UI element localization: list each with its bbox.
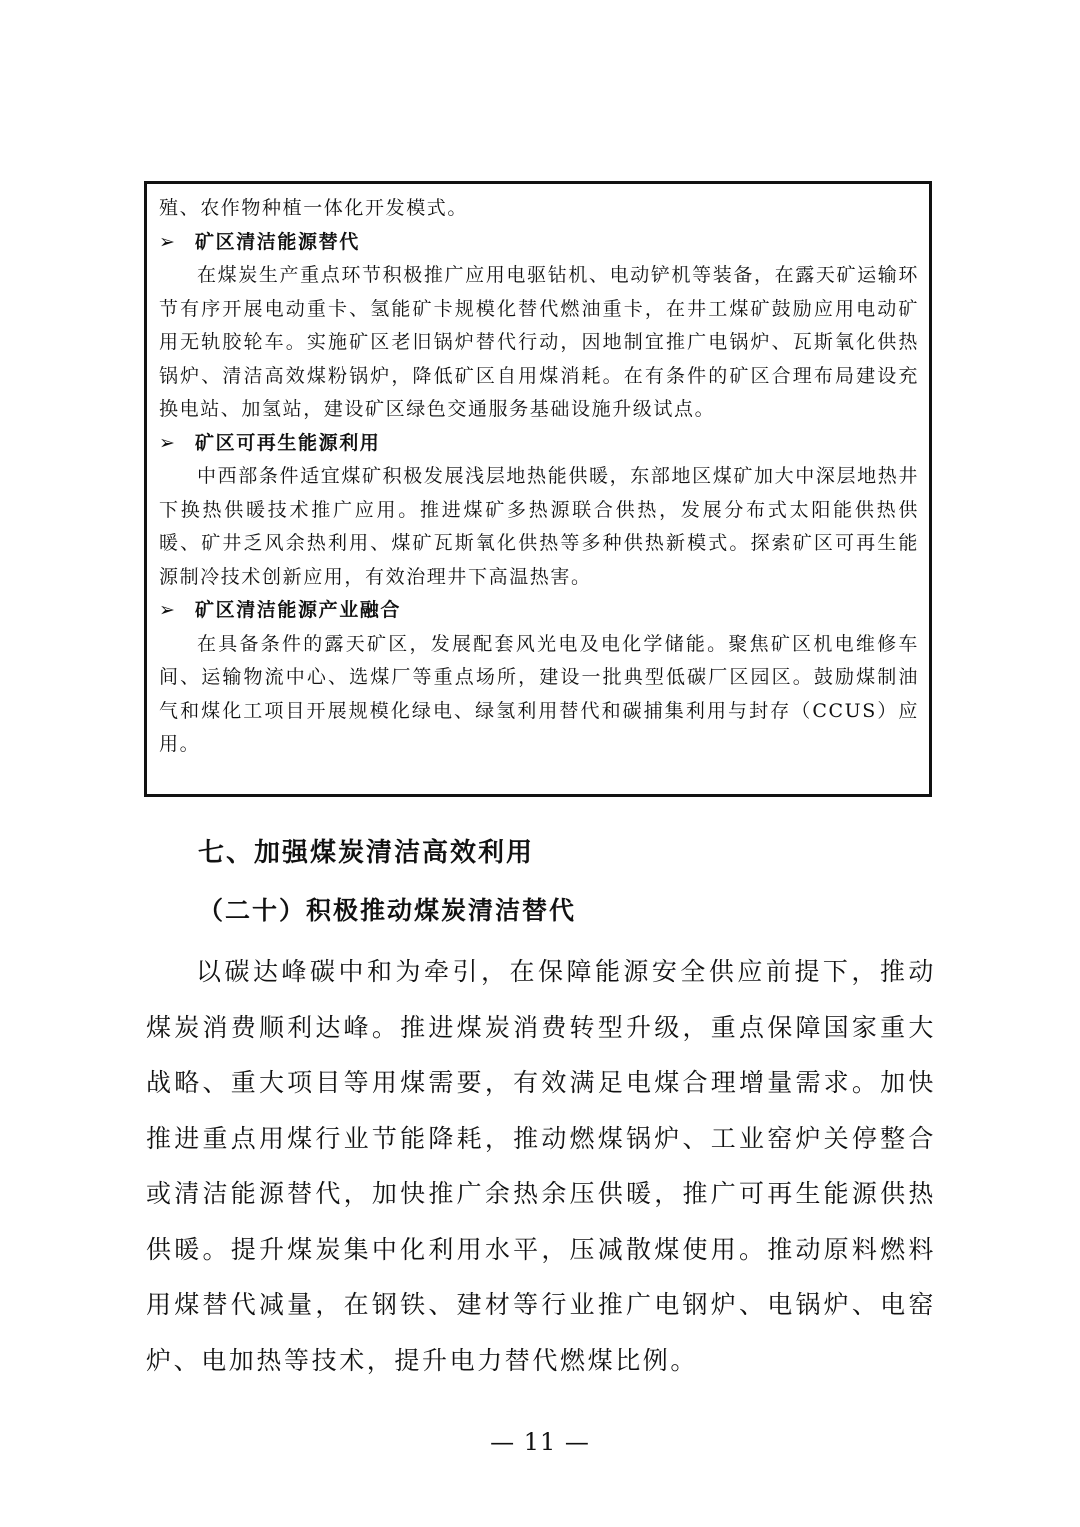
arrow-bullet-icon: ➢ (159, 431, 177, 454)
body-paragraph: 以碳达峰碳中和为牵引，在保障能源安全供应前提下，推动煤炭消费顺利达峰。推进煤炭消费转型升级，重点保障国家重大战略、重大项目等用煤需要，有效满足电煤合理增量需求。加快推进重点用煤行业节能降耗，推动燃煤锅炉、工业窑炉关停整合或清洁能源替代，加快推广余热余压供暖，推广可再生能源供热供暖。提升煤炭集中化利用水平，压减散煤使用。推动原料燃料用煤替代减量，在钢铁、建材等行业推广电钢炉、电锅炉、电窑炉、电加热等技术，提升电力替代燃煤比例。 (146, 957, 936, 1375)
chapter-title: 七、加强煤炭清洁高效利用 (198, 838, 535, 868)
bullet-heading-label: 矿区可再生能源利用 (195, 431, 381, 454)
main-content (146, 828, 936, 1388)
bullet-paragraph-renewable-energy-use: 中西部条件适宜煤矿积极发展浅层地热能供暖，东部地区煤矿加大中深层地热井下换热供暖技术推广应用。推进煤矿多热源联合供热，发展分布式太阳能供热供暖、矿井乏风余热利用、煤矿瓦斯氧化供热等多种供热新模式。探索矿区可再生能源制冷技术创新应用，有效治理井下高温热害。 (159, 465, 919, 588)
bullet-paragraph-clean-energy-substitution: 在煤炭生产重点环节积极推广应用电驱钻机、电动铲机等装备，在露天矿运输环节有序开展电动重卡、氢能矿卡规模化替代燃油重卡，在井工煤矿鼓励应用电动矿用无轨胶轮车。实施矿区老旧锅炉替代行动，因地制宜推广电锅炉、瓦斯氧化供热锅炉、清洁高效煤粉锅炉，降低矿区自用煤消耗。在有条件的矿区合理布局建设充换电站、加氢站，建设矿区绿色交通服务基础设施升级试点。 (159, 264, 919, 420)
arrow-bullet-icon: ➢ (159, 230, 177, 253)
bullet-heading-renewable-energy-use (159, 427, 919, 461)
bullet-heading-label: 矿区清洁能源替代 (195, 230, 360, 253)
bullet-heading-label: 矿区清洁能源产业融合 (195, 599, 402, 621)
box-intro-text: 殖、农作物种植一体化开发模式。 (159, 197, 469, 219)
bullet-heading-clean-energy-substitution (159, 226, 919, 260)
policy-text-box (144, 181, 932, 797)
page-number: — 11 — (490, 1428, 590, 1456)
bullet-heading-industry-integration (159, 594, 919, 628)
bullet-paragraph-industry-integration: 在具备条件的露天矿区，发展配套风光电及电化学储能。聚焦矿区机电维修车间、运输物流中心、选煤厂等重点场所，建设一批典型低碳厂区园区。鼓励煤制油气和煤化工项目开展规模化绿电、绿氢利用替代和碳捕集利用与封存（CCUS）应用。 (159, 632, 919, 755)
arrow-bullet-icon: ➢ (159, 599, 177, 621)
section-title: （二十）积极推动煤炭清洁替代 (198, 896, 577, 925)
